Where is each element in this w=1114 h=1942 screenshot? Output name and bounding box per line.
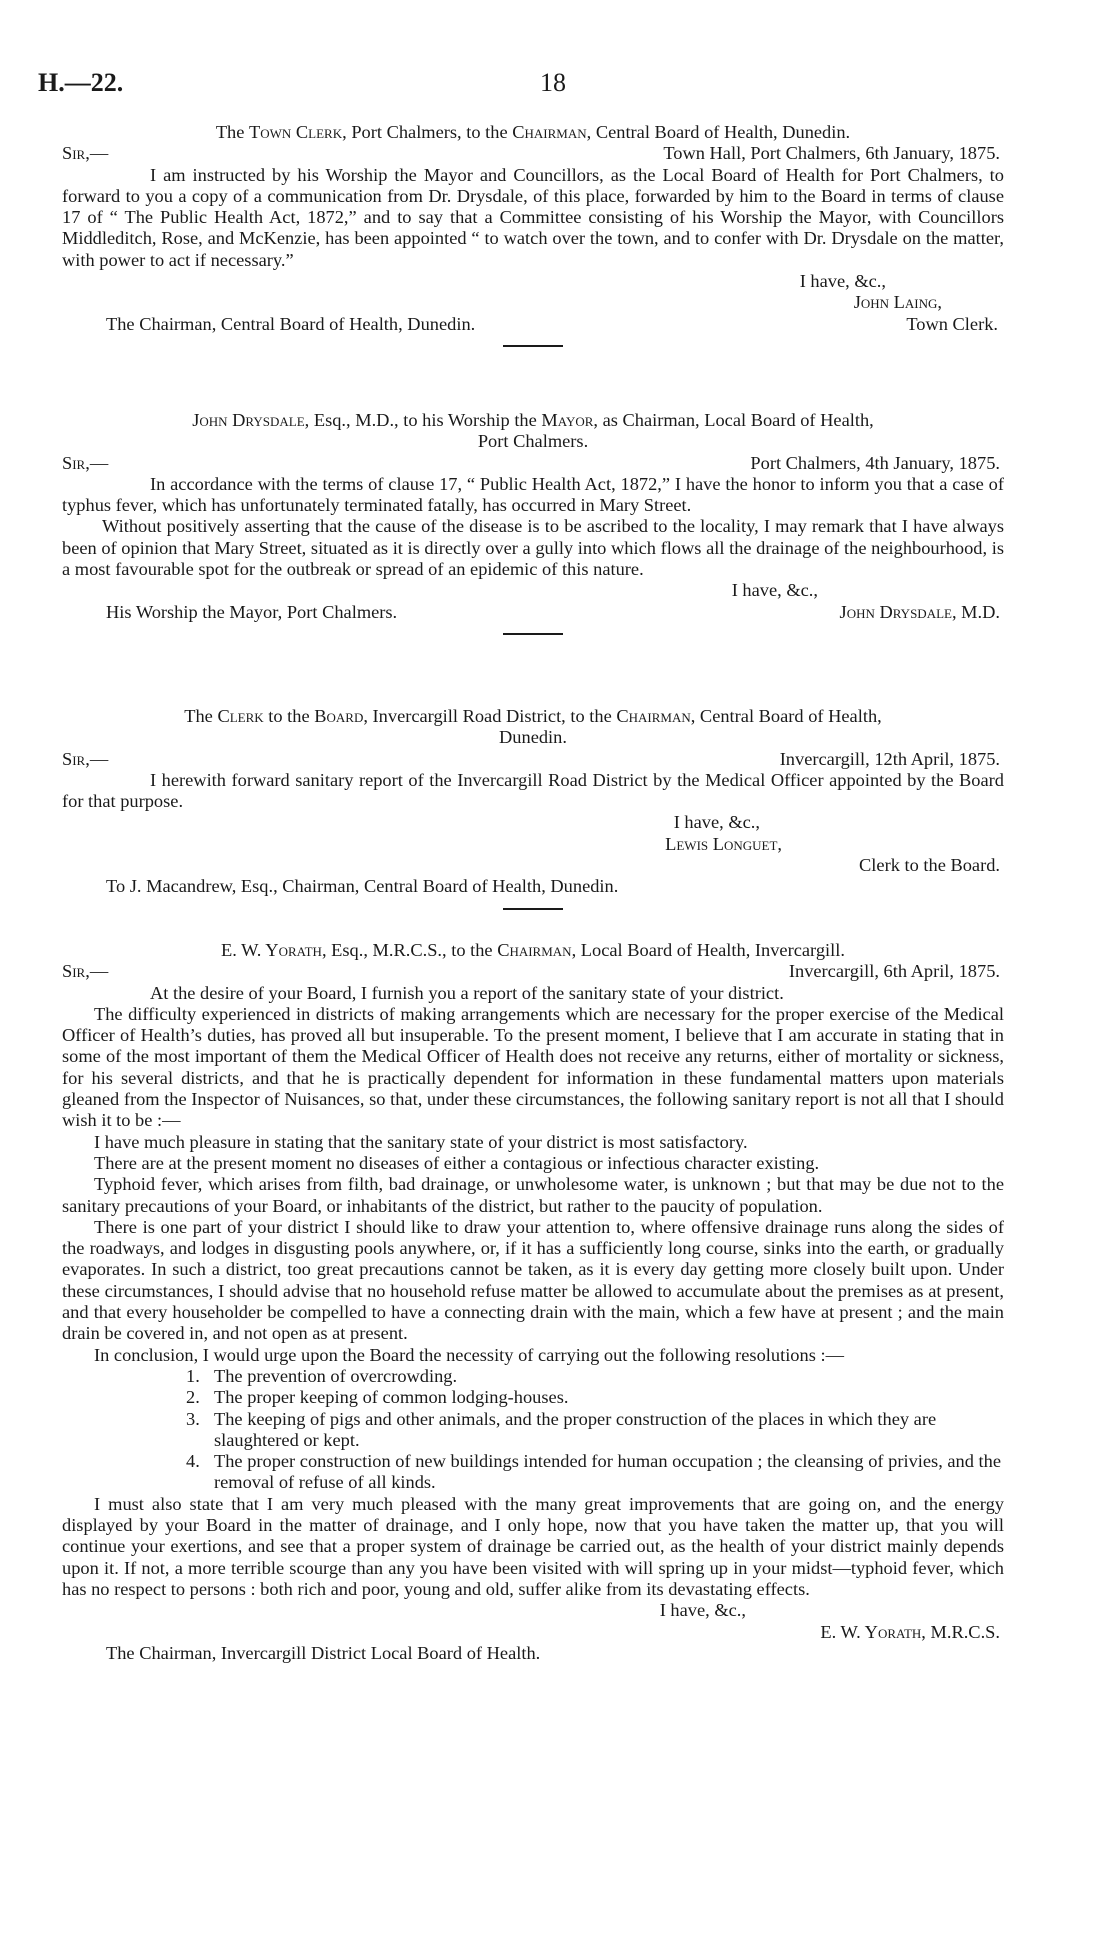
addressee: His Worship the Mayor, Port Chalmers. — [106, 601, 398, 622]
letter-heading: John Drysdale, Esq., M.D., to his Worship the Mayor, as Chairman, Local Board of Health, — [192, 410, 874, 430]
closing: I have, &c., — [799, 271, 886, 292]
signature: John Drysdale, M.D. — [839, 601, 1000, 622]
body-paragraph: Typhoid fever, which arises from filth, bad drainage, or unwholesome water, is unknown ; but that may be due not to the sanitary precautions of your Board, or inhabitants of the district, but rather to the paucity of population. — [62, 1174, 1004, 1216]
letter-yorath — [62, 940, 1004, 1664]
dateline: Invercargill, 12th April, 1875. — [779, 748, 1000, 769]
letter-heading-line2: Port Chalmers. — [477, 431, 589, 452]
salutation: Sir,— — [62, 452, 109, 473]
letter-heading-line2: Dunedin. — [499, 727, 567, 748]
salutation-row — [62, 961, 1004, 982]
signer-title: Town Clerk. — [906, 313, 998, 334]
document-reference: H.—22. — [38, 68, 124, 97]
list-item: 3. The keeping of pigs and other animals, and the proper construction of the places in which they are slaughtered or kept. — [186, 1408, 937, 1450]
dateline: Town Hall, Port Chalmers, 6th January, 1875. — [663, 143, 1000, 164]
letter-town-clerk — [62, 122, 1004, 357]
addressee: The Chairman, Invercargill District Local Board of Health. — [106, 1642, 541, 1663]
closing: I have, &c., — [673, 812, 760, 833]
list-item: 1. The prevention of overcrowding. — [186, 1365, 458, 1386]
addressee-row — [62, 602, 1004, 623]
salutation-row — [62, 453, 1004, 474]
closing: I have, &c., — [659, 1600, 746, 1621]
dateline: Invercargill, 6th April, 1875. — [788, 961, 1000, 982]
divider — [503, 633, 563, 635]
salutation: Sir,— — [62, 748, 109, 769]
signature: E. W. Yorath, M.R.C.S. — [820, 1621, 1000, 1642]
body-paragraph: Without positively asserting that the cause of the disease is to be ascribed to the locality, I may remark that I have always been of opinion that Mary Street, situated as it is directly over a gully into which flows all the drainage of the neighbourhood, is a most favourable spot for the outbreak or spread of an epidemic of this nature. — [62, 516, 1004, 580]
addressee: To J. Macandrew, Esq., Chairman, Central Board of Health, Dunedin. — [106, 876, 619, 897]
list-item: 2. The proper keeping of common lodging-houses. — [186, 1387, 569, 1408]
body-paragraph: I am instructed by his Worship the Mayor and Councillors, as the Local Board of Health for Port Chalmers, to forward to you a copy of a communication from Dr. Drysdale, of this place, forwarded by him to the Board in terms of clause 17 of “ The Public Health Act, 1872,” and to say that a Committee consisting of his Worship the Mayor, with Councillors Middleditch, Rose, and McKenzie, has been appointed “ to watch over the town, and to confer with Dr. Drysdale on the matter, with power to act if necessary.” — [62, 164, 1004, 270]
body-paragraph: In accordance with the terms of clause 17, “ Public Health Act, 1872,” I have the honor to inform you that a case of typhus fever, which has unfortunately terminated fatally, has occurred in Mary Street. — [62, 473, 1004, 516]
closing: I have, &c., — [731, 580, 818, 601]
addressee: The Chairman, Central Board of Health, Dunedin. — [106, 313, 476, 334]
letter-heading: The Town Clerk, Port Chalmers, to the Chairman, Central Board of Health, Dunedin. — [215, 122, 851, 142]
signature: Lewis Longuet, — [665, 833, 782, 854]
body-paragraph: The difficulty experienced in districts of making arrangements which are necessary for the proper exercise of the Medical Officer of Health’s duties, has proved all but insuperable. To the present moment, I believe that I am accurate in stating that in some of the most important of them the Medical Officer of Health does not receive any returns, either of mortality or sickness, for his several districts, and that he is practically dependent for information in these fundamental matters upon materials gleaned from the Inspector of Nuisances, so that, under these circumstances, the following sanitary report is not all that I should wish it to be :— — [62, 1003, 1004, 1131]
letter-drysdale — [62, 410, 1004, 645]
body-paragraph: There are at the present moment no diseases of either a contagious or infectious character existing. — [94, 1152, 820, 1173]
divider — [503, 908, 563, 910]
letter-heading: E. W. Yorath, Esq., M.R.C.S., to the Chairman, Local Board of Health, Invercargill. — [221, 940, 845, 960]
body-paragraph: I herewith forward sanitary report of the Invercargill Road District by the Medical Officer appointed by the Board for that purpose. — [62, 769, 1004, 812]
salutation: Sir,— — [62, 961, 109, 982]
salutation: Sir,— — [62, 143, 109, 164]
list-item: 4. The proper construction of new buildings intended for human occupation ; the cleansing of privies, and the removal of refuse of all kinds. — [186, 1451, 1002, 1493]
letter-clerk-board — [62, 706, 1004, 920]
dateline: Port Chalmers, 4th January, 1875. — [750, 452, 1000, 473]
body-paragraph: In conclusion, I would urge upon the Board the necessity of carrying out the following resolutions :— — [94, 1344, 844, 1365]
signer-title: Clerk to the Board. — [859, 855, 1000, 876]
addressee-row — [62, 314, 1004, 335]
body-paragraph: I have much pleasure in stating that the sanitary state of your district is most satisfactory. — [94, 1131, 748, 1152]
body-paragraph: I must also state that I am very much pleased with the many great improvements that are going on, and the energy displayed by your Board in the matter of drainage, and I only hope, now that you have taken the matter up, that you will continue your exertions, and see that a proper system of drainage be carried out, as the health of your district mainly depends upon it. If not, a more terrible scourge than any you have been visited with will spring up in your midst—typhoid fever, which has no respect to persons : both rich and poor, young and old, suffer alike from its devastating effects. — [62, 1493, 1004, 1599]
page-number: 18 — [540, 68, 566, 97]
body-paragraph: At the desire of your Board, I furnish you a report of the sanitary state of your district. — [150, 982, 784, 1003]
salutation-row — [62, 749, 1004, 770]
letter-heading: The Clerk to the Board, Invercargill Road District, to the Chairman, Central Board of Health, — [184, 706, 882, 726]
resolutions-list — [62, 1366, 1004, 1494]
divider — [503, 345, 563, 347]
body-paragraph: There is one part of your district I should like to draw your attention to, where offensive drainage runs along the sides of the roadways, and lodges in disgusting pools anywhere, or, if it has a sufficiently long course, sinks into the earth, or gradually evaporates. In such a district, too great precautions cannot be taken, as it is every day getting more closely built upon. Under these circumstances, I should advise that no household refuse matter be allowed to accumulate about the premises as at present, and that every householder be compelled to have a connecting drain with the main, which a few have at present ; and the main drain be covered in, and not open as at present. — [62, 1216, 1004, 1344]
salutation-row — [62, 143, 1004, 164]
signature: John Laing, — [853, 292, 942, 313]
